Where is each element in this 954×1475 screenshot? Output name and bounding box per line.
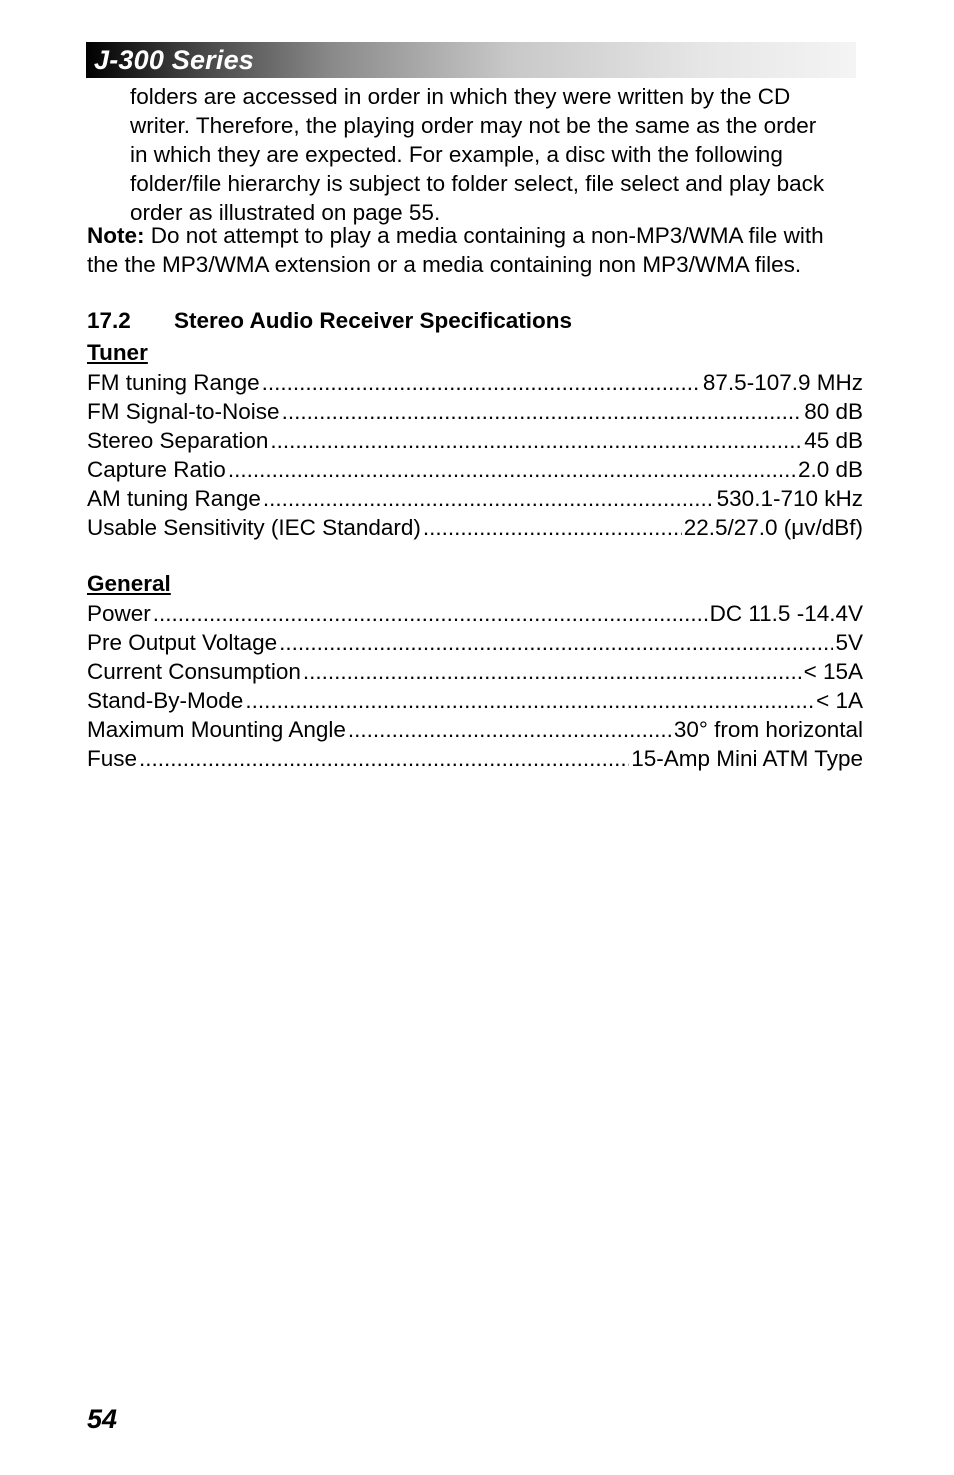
dot-leader [423, 513, 682, 542]
spec-value: 87.5-107.9 MHz [702, 370, 863, 395]
spec-label: Maximum Mounting Angle [87, 717, 346, 742]
intro-line: in which they are expected. For example, a disc with the following [130, 142, 783, 167]
dot-leader [270, 426, 802, 455]
spec-row [87, 599, 863, 628]
general-spec-list [87, 599, 863, 773]
spec-value: 2.0 dB [797, 457, 863, 482]
spec-row [87, 368, 863, 397]
dot-leader [263, 484, 715, 513]
tuner-spec-list [87, 368, 863, 542]
section-heading [87, 308, 572, 334]
spec-value: < 1A [816, 688, 863, 713]
note-paragraph [87, 221, 877, 279]
spec-value: DC 11.5 -14.4V [709, 601, 863, 626]
spec-row [87, 426, 863, 455]
spec-value: 80 dB [804, 399, 863, 424]
spec-row [87, 455, 863, 484]
dot-leader [262, 368, 701, 397]
spec-label: Usable Sensitivity (IEC Standard) [87, 515, 421, 540]
spec-value: 15-Amp Mini ATM Type [631, 746, 863, 771]
note-text-line1: Do not attempt to play a media containing a non-MP3/WMA file with [144, 223, 824, 248]
spec-value: < 15A [803, 659, 863, 684]
dot-leader [303, 657, 802, 686]
dot-leader [279, 628, 833, 657]
page-number: 54 [87, 1404, 118, 1434]
spec-label: Power [87, 601, 151, 626]
general-heading: General [87, 571, 171, 596]
spec-row [87, 484, 863, 513]
spec-row [87, 513, 863, 542]
intro-line: writer. Therefore, the playing order may not be the same as the order [130, 113, 817, 138]
dot-leader [282, 397, 803, 426]
intro-line: order as illustrated on page 55. [130, 200, 441, 225]
spec-label: Capture Ratio [87, 457, 226, 482]
header-banner [86, 42, 856, 78]
spec-row [87, 686, 863, 715]
spec-label: Current Consumption [87, 659, 301, 684]
spec-label: Fuse [87, 746, 138, 771]
spec-value: 530.1-710 kHz [716, 486, 863, 511]
spec-label: FM tuning Range [87, 370, 260, 395]
spec-row [87, 628, 863, 657]
dot-leader [348, 715, 672, 744]
spec-label: Stand-By-Mode [87, 688, 244, 713]
spec-value: 45 dB [804, 428, 863, 453]
intro-line: folder/file hierarchy is subject to folder select, file select and play back [130, 171, 825, 196]
dot-leader [153, 599, 708, 628]
spec-value: 5V [835, 630, 863, 655]
spec-row [87, 715, 863, 744]
section-number: 17.2 [87, 308, 131, 333]
spec-label: Pre Output Voltage [87, 630, 278, 655]
series-title: J-300 Series [94, 45, 255, 75]
spec-row [87, 397, 863, 426]
dot-leader [139, 744, 629, 773]
note-label: Note: [87, 223, 145, 248]
note-text-line2: the the MP3/WMA extension or a media containing non MP3/WMA files. [87, 252, 802, 277]
dot-leader [245, 686, 814, 715]
spec-value: 22.5/27.0 (μv/dBf) [683, 515, 863, 540]
tuner-heading: Tuner [87, 340, 148, 365]
spec-value: 30° from horizontal [673, 717, 863, 742]
dot-leader [228, 455, 796, 484]
spec-label: Stereo Separation [87, 428, 269, 453]
spec-row [87, 657, 863, 686]
intro-paragraph [130, 82, 870, 227]
spec-label: AM tuning Range [87, 486, 261, 511]
spec-row [87, 744, 863, 773]
intro-line: folders are accessed in order in which they were written by the CD [130, 84, 791, 109]
spec-label: FM Signal-to-Noise [87, 399, 280, 424]
section-title: Stereo Audio Receiver Specifications [174, 308, 573, 333]
